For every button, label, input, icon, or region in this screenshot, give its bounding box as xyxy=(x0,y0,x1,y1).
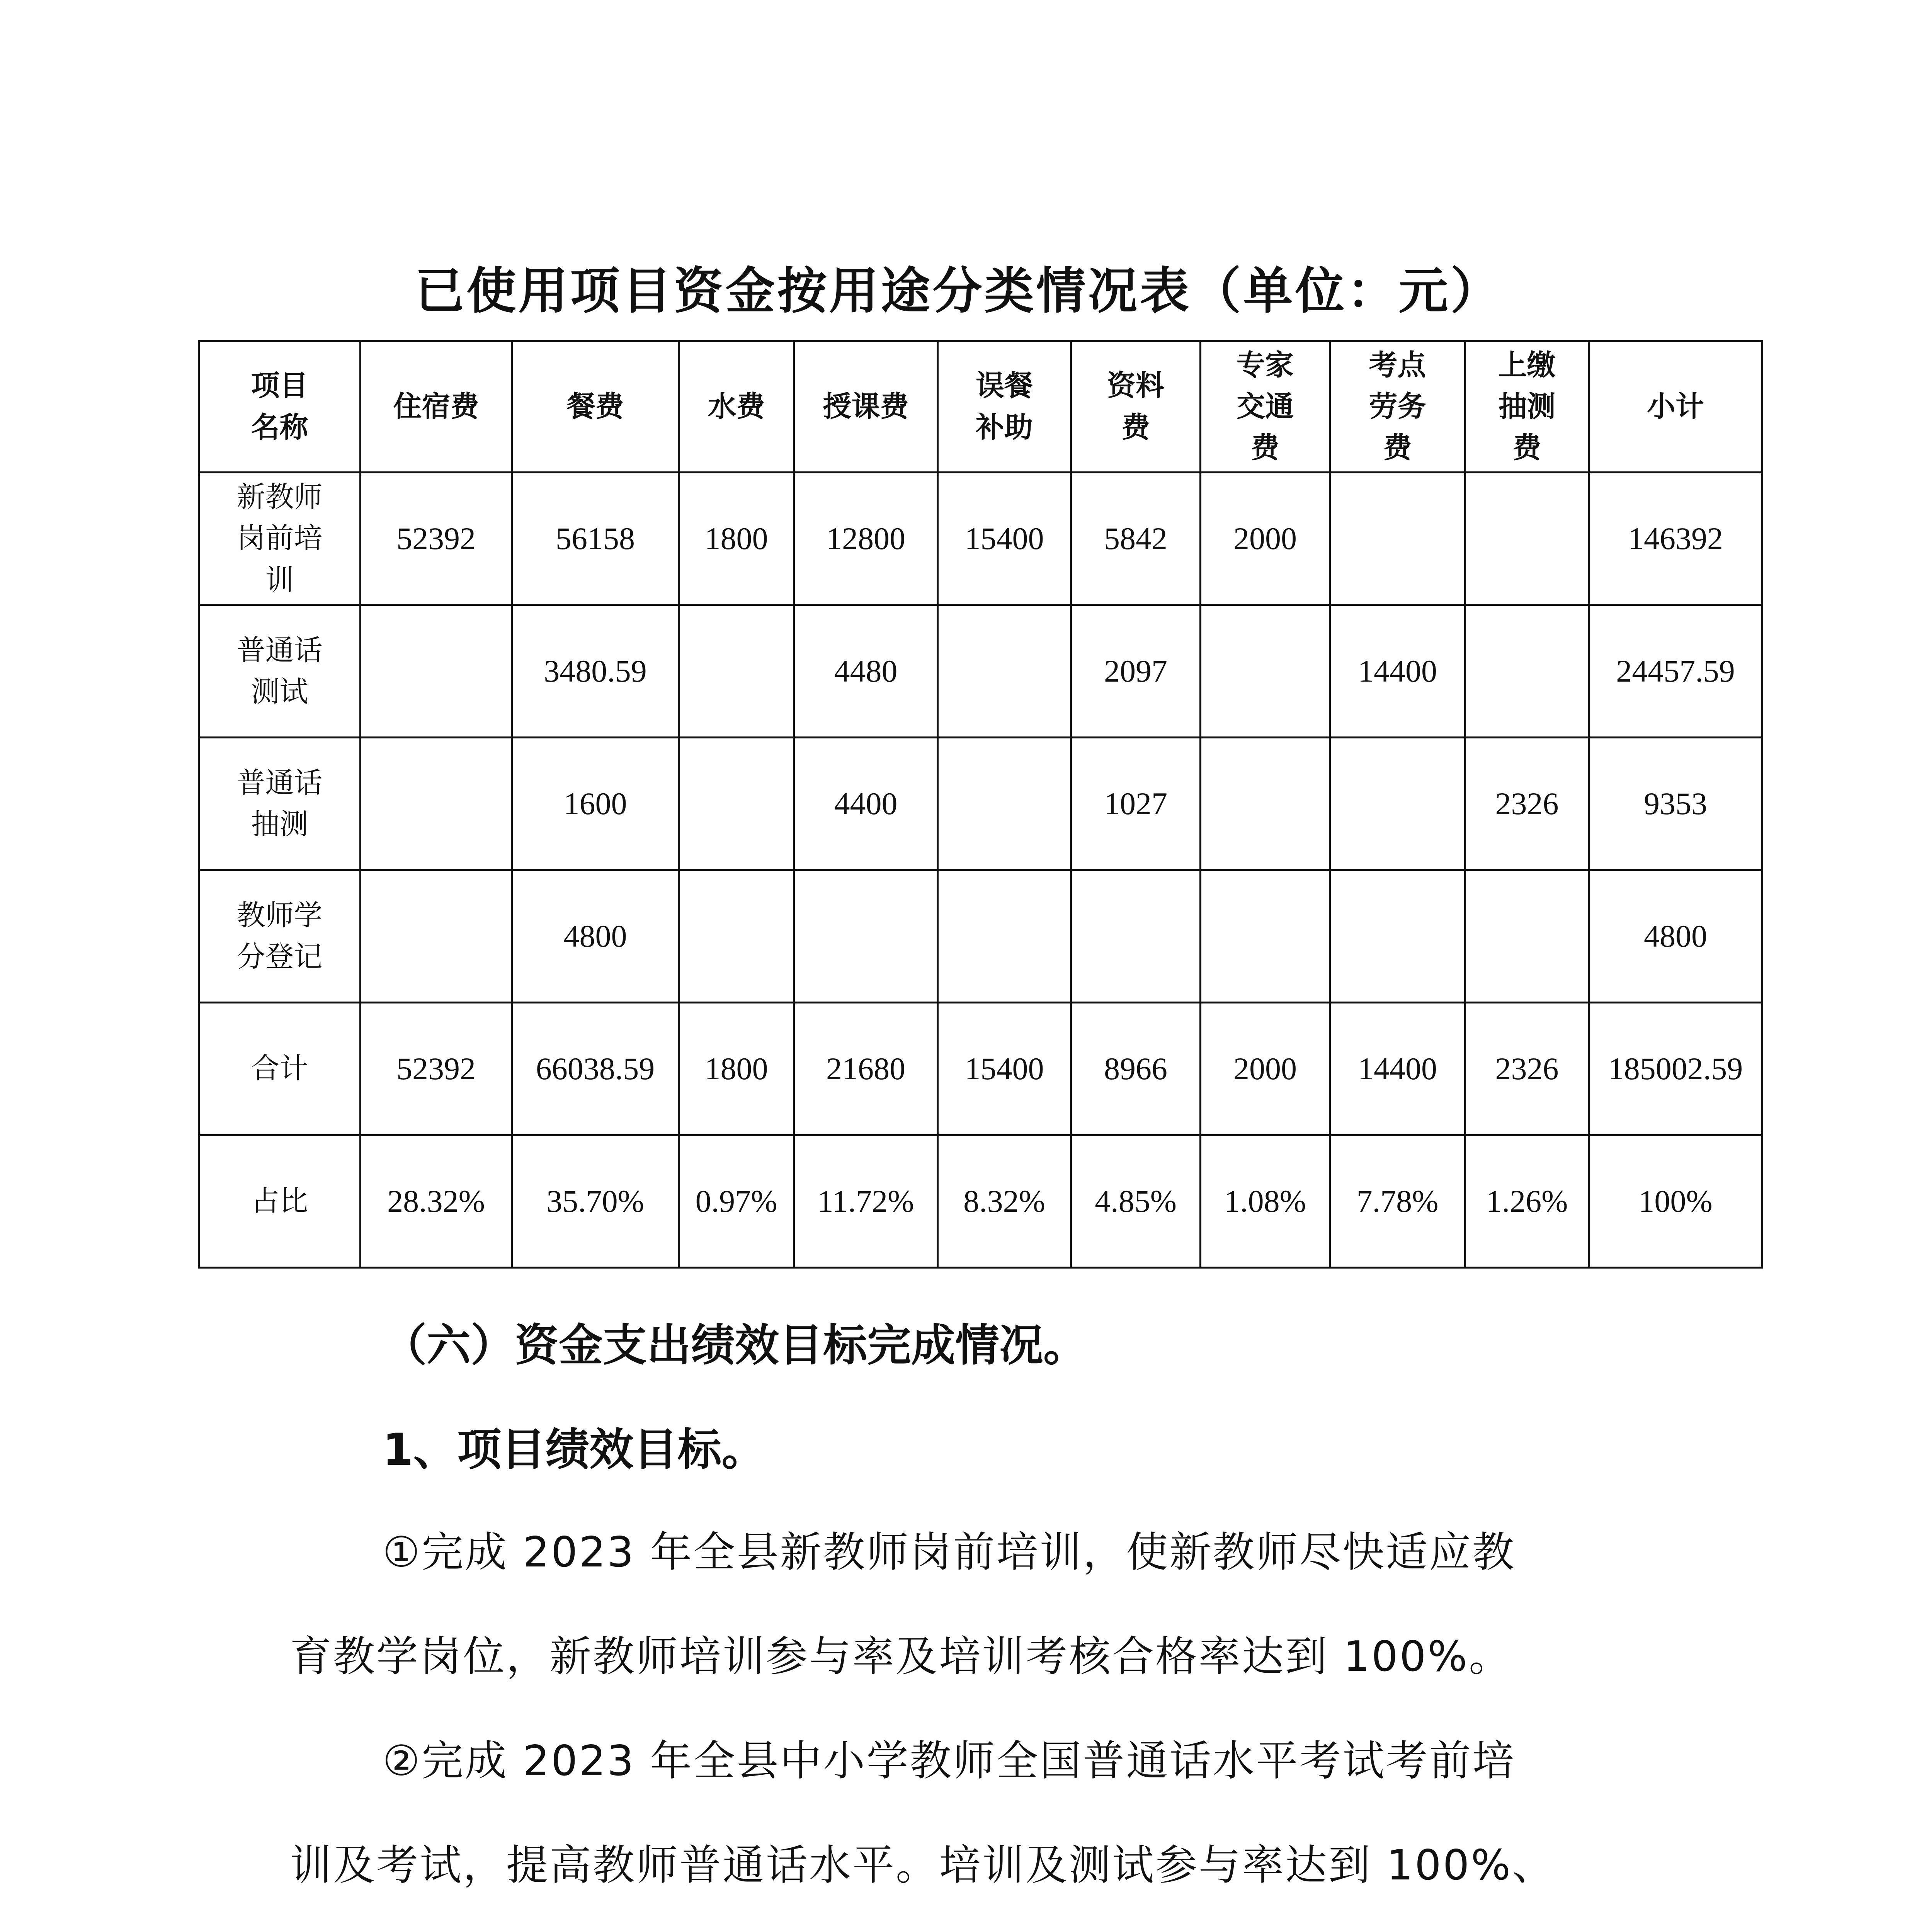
column-header: 资料 费 xyxy=(1071,341,1201,473)
table-cell: 12800 xyxy=(794,473,938,605)
row-name-cell: 普通话 抽测 xyxy=(199,738,361,870)
table-cell xyxy=(1330,870,1465,1003)
column-header: 小计 xyxy=(1589,341,1762,473)
table-cell: 1800 xyxy=(679,1003,794,1135)
table-row xyxy=(199,870,1762,1003)
table-cell xyxy=(679,870,794,1003)
table-cell: 2000 xyxy=(1201,473,1330,605)
sub-heading: 1、项目绩效目标。 xyxy=(383,1424,766,1475)
table-cell xyxy=(1465,605,1589,738)
table-cell xyxy=(1330,738,1465,870)
paragraph-line: ①完成 2023 年全县新教师岗前培训，使新教师尽快适应教 xyxy=(383,1528,1516,1577)
column-header: 住宿费 xyxy=(361,341,512,473)
table-row xyxy=(199,1003,1762,1135)
table-cell xyxy=(1465,870,1589,1003)
table-cell xyxy=(938,605,1071,738)
column-header: 专家 交通 费 xyxy=(1201,341,1330,473)
column-header: 上缴 抽测 费 xyxy=(1465,341,1589,473)
table-row xyxy=(199,738,1762,870)
table-cell: 2326 xyxy=(1465,1003,1589,1135)
table-cell: 1.26% xyxy=(1465,1135,1589,1268)
table-cell: 5842 xyxy=(1071,473,1201,605)
table-row xyxy=(199,473,1762,605)
table-cell: 28.32% xyxy=(361,1135,512,1268)
column-header: 误餐 补助 xyxy=(938,341,1071,473)
table-cell: 2097 xyxy=(1071,605,1201,738)
table-cell: 0.97% xyxy=(679,1135,794,1268)
table-row xyxy=(199,1135,1762,1268)
paragraph-line: 训及考试，提高教师普通话水平。培训及测试参与率达到 100%、 xyxy=(290,1841,1556,1889)
row-name-cell: 教师学 分登记 xyxy=(199,870,361,1003)
table-cell: 2000 xyxy=(1201,1003,1330,1135)
table-cell xyxy=(1201,605,1330,738)
table-cell xyxy=(794,870,938,1003)
table-cell: 15400 xyxy=(938,1003,1071,1135)
table-cell: 4800 xyxy=(512,870,679,1003)
table-cell: 11.72% xyxy=(794,1135,938,1268)
row-name-cell: 新教师 岗前培 训 xyxy=(199,473,361,605)
table-cell xyxy=(1330,473,1465,605)
table-cell xyxy=(1201,738,1330,870)
table-cell: 35.70% xyxy=(512,1135,679,1268)
table-cell: 14400 xyxy=(1330,1003,1465,1135)
table-cell: 52392 xyxy=(361,473,512,605)
table-cell: 9353 xyxy=(1589,738,1762,870)
column-header: 餐费 xyxy=(512,341,679,473)
table-cell: 1.08% xyxy=(1201,1135,1330,1268)
table-cell: 100% xyxy=(1589,1135,1762,1268)
table-cell: 21680 xyxy=(794,1003,938,1135)
table-cell: 2326 xyxy=(1465,738,1589,870)
table-header-row xyxy=(199,341,1762,473)
table-cell: 4.85% xyxy=(1071,1135,1201,1268)
column-header: 水费 xyxy=(679,341,794,473)
table-cell xyxy=(1071,870,1201,1003)
table-cell: 3480.59 xyxy=(512,605,679,738)
column-header: 项目 名称 xyxy=(199,341,361,473)
table-cell: 1800 xyxy=(679,473,794,605)
paragraph-line: 育教学岗位，新教师培训参与率及培训考核合格率达到 100%。 xyxy=(290,1633,1512,1681)
table-row xyxy=(199,605,1762,738)
table-cell xyxy=(679,605,794,738)
table-cell: 52392 xyxy=(361,1003,512,1135)
table-cell: 4800 xyxy=(1589,870,1762,1003)
table-cell xyxy=(361,605,512,738)
expense-table xyxy=(198,340,1763,1269)
table-cell: 15400 xyxy=(938,473,1071,605)
table-cell xyxy=(361,738,512,870)
table-cell: 14400 xyxy=(1330,605,1465,738)
table-cell: 8966 xyxy=(1071,1003,1201,1135)
table-cell: 7.78% xyxy=(1330,1135,1465,1268)
column-header: 考点 劳务 费 xyxy=(1330,341,1465,473)
row-name-cell: 合计 xyxy=(199,1003,361,1135)
column-header: 授课费 xyxy=(794,341,938,473)
table-cell: 1600 xyxy=(512,738,679,870)
table-cell: 4480 xyxy=(794,605,938,738)
table-cell xyxy=(361,870,512,1003)
table-cell: 56158 xyxy=(512,473,679,605)
table-cell: 4400 xyxy=(794,738,938,870)
paragraph-line: ②完成 2023 年全县中小学教师全国普通话水平考试考前培 xyxy=(383,1737,1516,1785)
table-cell xyxy=(938,870,1071,1003)
row-name-cell: 占比 xyxy=(199,1135,361,1268)
table-cell: 185002.59 xyxy=(1589,1003,1762,1135)
table-cell: 8.32% xyxy=(938,1135,1071,1268)
table-title: 已使用项目资金按用途分类情况表（单位：元） xyxy=(415,262,1502,320)
table-cell: 146392 xyxy=(1589,473,1762,605)
table-cell xyxy=(1201,870,1330,1003)
row-name-cell: 普通话 测试 xyxy=(199,605,361,738)
table-cell: 66038.59 xyxy=(512,1003,679,1135)
section-heading: （六）资金支出绩效目标完成情况。 xyxy=(383,1320,1088,1371)
table-cell: 24457.59 xyxy=(1589,605,1762,738)
table-cell: 1027 xyxy=(1071,738,1201,870)
table-cell xyxy=(679,738,794,870)
table-cell xyxy=(1465,473,1589,605)
table-cell xyxy=(938,738,1071,870)
